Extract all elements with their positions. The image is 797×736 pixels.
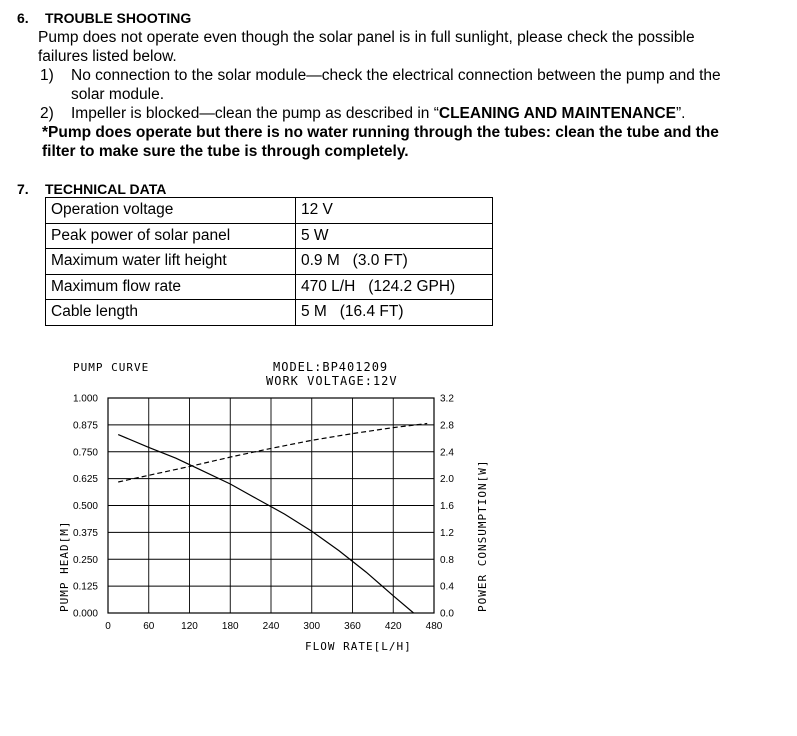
y2-tick-label: 2.4 xyxy=(440,447,454,459)
y-tick-label: 0.000 xyxy=(72,608,98,620)
section-6-title: TROUBLE SHOOTING xyxy=(45,10,192,26)
y-tick-label: 0.500 xyxy=(72,501,98,512)
spec-value: 0.9 M (3.0 FT) xyxy=(296,249,493,275)
y2-tick-label: 2.0 xyxy=(440,474,454,486)
y-tick-label: 0.250 xyxy=(72,554,98,566)
y-tick-label: 1.000 xyxy=(72,393,98,405)
spec-label: Operation voltage xyxy=(46,198,296,224)
trouble-item2-prefix: Impeller is blocked—clean the pump as described in “ xyxy=(71,105,439,122)
y-tick-label: 0.750 xyxy=(72,447,98,459)
chart-title: PUMP CURVE xyxy=(73,361,150,374)
chart-model: MODEL:BP401209 xyxy=(273,360,389,374)
section-7-title: TECHNICAL DATA xyxy=(45,181,167,197)
x-tick-label: 480 xyxy=(425,621,443,632)
y2-axis-label: POWER CONSUMPTION[W] xyxy=(476,459,489,612)
spec-value: 5 M (16.4 FT) xyxy=(296,300,493,326)
trouble-item2-suffix: ”. xyxy=(675,105,686,122)
y2-tick-label: 0.4 xyxy=(440,581,454,593)
y2-tick-label: 1.6 xyxy=(440,501,454,512)
trouble-intro-line2: failures listed below. xyxy=(38,48,177,65)
section-7-number: 7. xyxy=(17,181,29,197)
trouble-item2-bold: CLEANING AND MAINTENANCE xyxy=(438,105,676,122)
y2-tick-label: 0.0 xyxy=(440,608,454,620)
y-axis-label: PUMP HEAD[M] xyxy=(58,520,71,612)
y2-tick-label: 1.2 xyxy=(440,527,454,539)
spec-label: Maximum flow rate xyxy=(46,274,296,300)
y-tick-label: 0.125 xyxy=(72,581,98,593)
y2-tick-label: 2.8 xyxy=(440,420,454,432)
trouble-intro-line1: Pump does not operate even though the solar panel is in full sunlight, please check the possible xyxy=(38,29,695,46)
y-tick-label: 0.375 xyxy=(72,527,98,539)
y-tick-label: 0.875 xyxy=(72,420,98,432)
x-tick-label: 360 xyxy=(344,621,361,632)
x-tick-label: 180 xyxy=(221,621,239,632)
spec-value: 470 L/H (124.2 GPH) xyxy=(296,274,493,300)
section-6-number: 6. xyxy=(17,10,29,26)
trouble-item1-line1: No connection to the solar module—check the electrical connection between the pump and the xyxy=(71,67,721,84)
spec-label: Cable length xyxy=(46,300,296,326)
spec-label: Peak power of solar panel xyxy=(46,223,296,249)
trouble-note-line1: *Pump does operate but there is no water running through the tubes: clean the tube and the xyxy=(42,124,719,141)
x-axis-label: FLOW RATE[L/H] xyxy=(305,640,412,653)
y-tick-label: 0.625 xyxy=(72,474,98,486)
trouble-item1-line2: solar module. xyxy=(71,86,165,103)
x-tick-label: 420 xyxy=(384,621,402,632)
trouble-item2-number: 2) xyxy=(40,105,54,122)
trouble-note-line2: filter to make sure the tube is through completely. xyxy=(42,143,409,160)
chart-voltage: WORK VOLTAGE:12V xyxy=(266,374,398,388)
spec-value: 5 W xyxy=(296,223,493,249)
y2-tick-label: 0.8 xyxy=(440,554,454,566)
power-consumption-curve xyxy=(118,424,427,483)
x-tick-label: 120 xyxy=(181,621,198,632)
y2-tick-label: 3.2 xyxy=(440,393,454,405)
x-tick-label: 300 xyxy=(303,621,321,632)
spec-value: 12 V xyxy=(296,198,493,224)
x-tick-label: 240 xyxy=(262,621,280,632)
spec-label: Maximum water lift height xyxy=(46,249,296,275)
x-tick-label: 60 xyxy=(143,621,155,632)
x-tick-label: 0 xyxy=(105,621,111,632)
trouble-item1-number: 1) xyxy=(40,67,54,84)
